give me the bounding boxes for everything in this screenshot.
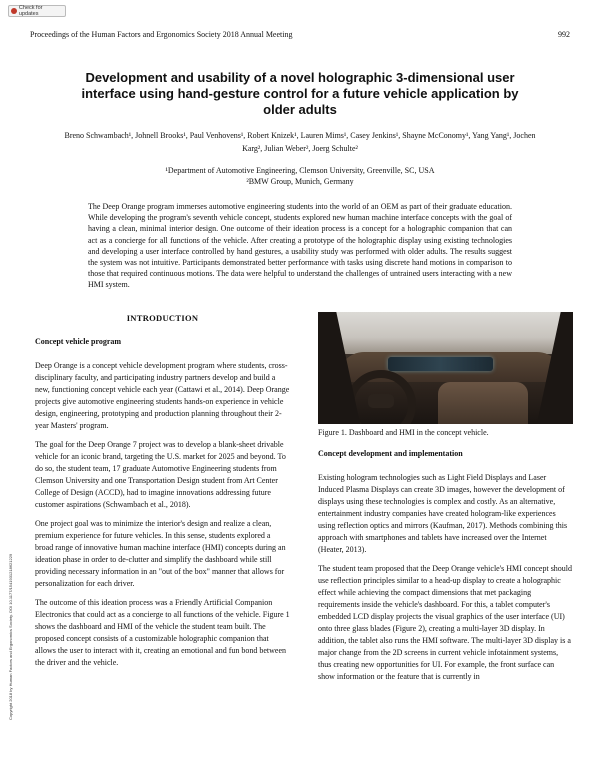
paragraph: The goal for the Deep Orange 7 project was to develop a blank-sheet drivable vehicle for an iconic brand, targeting the U.S. market for 2025 and beyond. To do so, the student team, 17 graduate Automotive Engineering students from Clemson University and one Transportation Design student from Art Center College of Design (ACCD), had to imagine innovations addressing future customer aspirations (Schwambach et al., 2018). bbox=[35, 440, 286, 509]
paragraph: One project goal was to minimize the interior's design and realize a clean, premium experience for future vehicles. In this sense, students explored a broad range of innovative human machine interface (HMI) concepts during an ideation phase in order to de-clutter and simplify the dashboard while still providing necessary information in an "out of the box" manner that allows for personalization for each driver. bbox=[35, 519, 286, 588]
figure-1-caption: Figure 1. Dashboard and HMI in the concept vehicle. bbox=[318, 428, 489, 437]
paragraph: Deep Orange is a concept vehicle development program where students, cross-disciplinary faculty, and participating industry partners develop and build a new, functioning concept vehicle each year (Cattawi et al., 2014). Deep Orange projects give automotive engineering students hands-on experience in vehicle design, engineering, prototyping and production planning throughout their 2-year Masters' program. bbox=[35, 361, 290, 430]
check-for-updates-badge[interactable] bbox=[8, 5, 66, 17]
page-number: 992 bbox=[558, 30, 570, 39]
hmi-display bbox=[388, 357, 493, 371]
running-header bbox=[30, 30, 570, 39]
affiliation-1: ¹Department of Automotive Engineering, Clemson University, Greenville, SC, USA bbox=[165, 166, 435, 175]
badge-label: Check for updates bbox=[18, 5, 43, 17]
paper-title: Development and usability of a novel holographic 3-dimensional user interface using hand-gesture control for a future vehicle application by older adults bbox=[81, 70, 519, 117]
update-check-icon bbox=[11, 8, 17, 14]
steering-wheel-hub bbox=[368, 394, 394, 408]
section-heading-introduction: INTRODUCTION bbox=[126, 313, 199, 323]
subsection-heading-concept-development: Concept development and implementation bbox=[318, 449, 463, 458]
paragraph: The outcome of this ideation process was a Friendly Artificial Companion Electronics that could act as a concierge to all functions of the vehicle. Figure 1 shows the dashboard and HMI of the vehicle the student team built. The proposed concept consists of a customizable holographic companion that allows the user to interact with it, creating an emotional and fun bond between the driver and the vehicle. bbox=[35, 598, 290, 667]
center-console bbox=[438, 382, 528, 424]
figure-1-dashboard-photo bbox=[318, 312, 573, 424]
right-column bbox=[318, 312, 573, 690]
author-list: Breno Schwambach¹, Johnell Brooks¹, Paul Venhovens¹, Robert Knizek¹, Lauren Mims¹, Casey Jenkins¹, Shayne McConomy¹, Yang Yang¹, Jochen Karg², Julian Weber², Joerg Schulte² bbox=[64, 131, 536, 153]
paragraph: Existing hologram technologies such as Light Field Displays and Laser Induced Plasma Displays can create 3D images, however the development of displays using these technologies is complex and costly. As an alternative, entertainment industry companies have created hologram-like experiences using reflection optics and mirrors (Kaufman, 2017). Methods combining this approach with smartphones and tablets have increased over the Internet (Heater, 2013). bbox=[318, 473, 568, 554]
subsection-heading-concept-vehicle: Concept vehicle program bbox=[35, 337, 122, 346]
affiliation-2: ²BMW Group, Munich, Germany bbox=[246, 177, 354, 186]
copyright-side-text: Copyright 2018 by Human Factors and Ergonomics Society. DOI 10.1177/1541931218621229 bbox=[8, 553, 13, 720]
windshield-area bbox=[318, 312, 573, 354]
journal-name: Proceedings of the Human Factors and Ergonomics Society 2018 Annual Meeting bbox=[30, 30, 293, 39]
paragraph: The student team proposed that the Deep Orange vehicle's HMI concept should use reflection principles similar to a head-up display to create a holographic effect while achieving the compact dimensions that met packaging requirements inside the vehicle's dashboard. For this, a tablet computer's embedded LCD display projects the visual graphics of the user interface (UI) onto three glass blades (Figure 2), creating a multi-layer 3D display. In addition, the tablet also runs the HMI software. The multi-layer 3D display is a major change from the 2D screens in current vehicle infotainment systems, thus creating new opportunities for UI. For example, the front surface can show information or the feature that is currently in bbox=[318, 564, 573, 681]
affiliations bbox=[60, 165, 540, 187]
left-column bbox=[35, 312, 290, 676]
abstract: The Deep Orange program immerses automotive engineering students into the world of an OEM as part of their graduate education. While developing the program's seventh vehicle concept, students explored new human machine interface concepts with the goal of having a clean, minimal interior design. One outcome of their ideation process is a concept for a holographic companion that can act as a concierge for all functions of the vehicle. After creating a prototype of the holographic display using existing technologies and developing a user interface controlled by hand gestures, a usability study was performed with older adults. The results suggest the system was not intuitive. Participants demonstrated better performance with tasks using discrete hand motions in comparison to those that required continuous motions. The data were helpful to understand the challenges of untrained users interacting with a new HMI system. bbox=[88, 202, 512, 290]
